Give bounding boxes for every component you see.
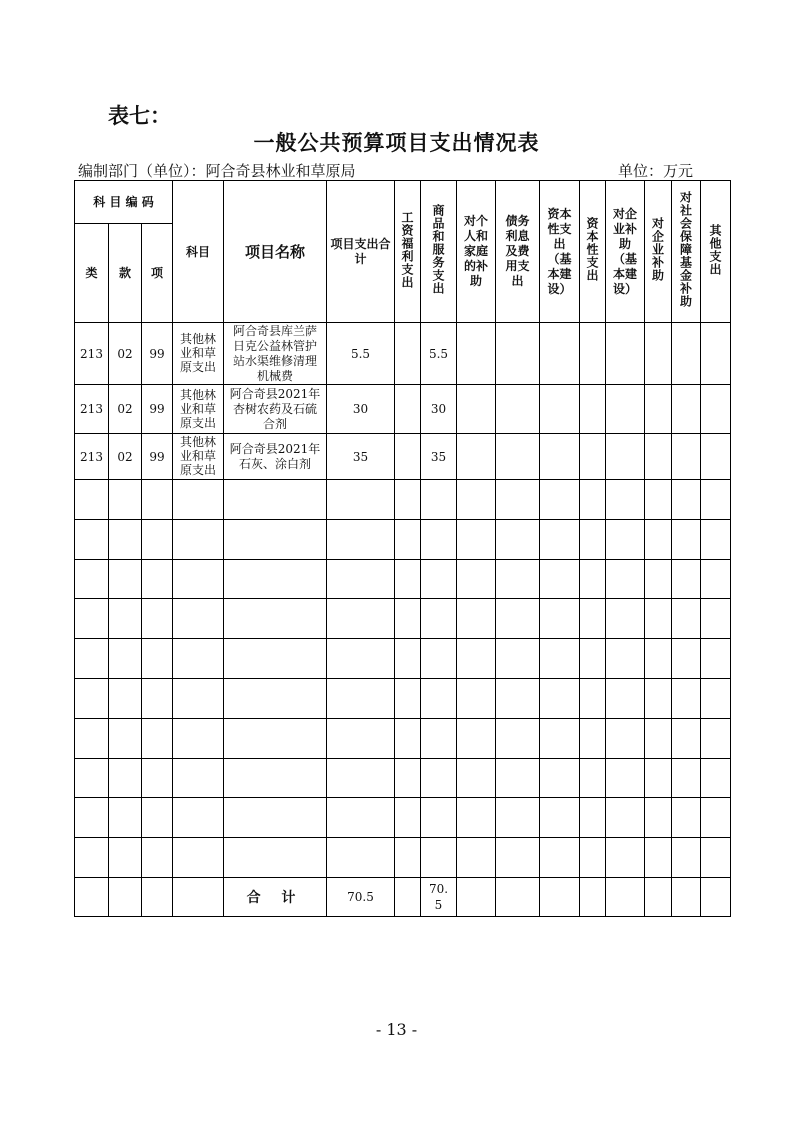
empty-cell (645, 480, 672, 520)
empty-cell (606, 758, 645, 798)
empty-cell (672, 758, 701, 798)
empty-cell (606, 480, 645, 520)
xiang-cell: 99 (142, 323, 173, 385)
total-row (75, 877, 731, 916)
empty-cell (224, 798, 327, 838)
empty-cell (701, 519, 731, 559)
empty-cell (672, 877, 701, 916)
kuan-cell: 02 (109, 323, 142, 385)
empty-cell (421, 519, 457, 559)
empty-cell (701, 838, 731, 878)
empty-cell (672, 838, 701, 878)
empty-cell (75, 559, 109, 599)
empty-cell (701, 877, 731, 916)
empty-cell (580, 758, 606, 798)
empty-cell (173, 599, 224, 639)
empty-cell (540, 385, 580, 434)
project-name-header: 项目名称 (224, 181, 327, 323)
empty-cell (672, 519, 701, 559)
empty-cell (496, 599, 540, 639)
empty-cell (701, 678, 731, 718)
empty-cell (457, 385, 496, 434)
empty-cell (395, 758, 421, 798)
empty-cell (224, 678, 327, 718)
empty-cell (580, 877, 606, 916)
empty-cell (540, 519, 580, 559)
empty-cell (672, 798, 701, 838)
empty-cell (606, 434, 645, 480)
empty-cell (173, 678, 224, 718)
empty-cell (496, 758, 540, 798)
empty-cell (701, 323, 731, 385)
xiang-cell: 99 (142, 385, 173, 434)
empty-cell (109, 798, 142, 838)
empty-cell (224, 639, 327, 679)
empty-cell (395, 639, 421, 679)
empty-cell (496, 718, 540, 758)
lei-header: 类 (75, 224, 109, 323)
empty-cell (496, 678, 540, 718)
total-header: 项目支出合计 (327, 181, 395, 323)
social-security-header: 对社会保障基金补助 (672, 181, 701, 323)
empty-cell (173, 838, 224, 878)
empty-cell (580, 678, 606, 718)
empty-row (75, 798, 731, 838)
empty-cell (672, 385, 701, 434)
empty-cell (142, 758, 173, 798)
empty-row (75, 838, 731, 878)
empty-cell (701, 559, 731, 599)
empty-cell (496, 838, 540, 878)
xiang-header: 项 (142, 224, 173, 323)
empty-cell (224, 758, 327, 798)
empty-cell (75, 798, 109, 838)
total-label: 合 计 (224, 877, 327, 916)
empty-cell (75, 718, 109, 758)
empty-cell (580, 385, 606, 434)
empty-cell (457, 599, 496, 639)
goods-services-header: 商品和服务支出 (421, 181, 457, 323)
empty-cell (457, 639, 496, 679)
empty-cell (173, 758, 224, 798)
goods-cell: 35 (421, 434, 457, 480)
empty-row (75, 718, 731, 758)
empty-cell (109, 718, 142, 758)
empty-cell (457, 877, 496, 916)
kemu-header: 科目 (173, 181, 224, 323)
empty-cell (173, 718, 224, 758)
empty-cell (395, 519, 421, 559)
empty-cell (457, 559, 496, 599)
empty-cell (496, 385, 540, 434)
empty-cell (496, 323, 540, 385)
empty-cell (395, 838, 421, 878)
kuan-cell: 02 (109, 434, 142, 480)
empty-cell (580, 599, 606, 639)
empty-cell (395, 559, 421, 599)
empty-cell (457, 519, 496, 559)
empty-cell (580, 480, 606, 520)
capital-construction-header: 资本性支出（基本建设） (540, 181, 580, 323)
empty-cell (109, 599, 142, 639)
empty-cell (606, 519, 645, 559)
empty-cell (457, 678, 496, 718)
page-title: 一般公共预算项目支出情况表 (253, 130, 540, 155)
empty-cell (672, 323, 701, 385)
empty-cell (327, 599, 395, 639)
kemu-cell: 其他林业和草原支出 (173, 385, 224, 434)
empty-cell (142, 678, 173, 718)
empty-cell (580, 559, 606, 599)
empty-cell (496, 639, 540, 679)
empty-cell (457, 434, 496, 480)
empty-cell (580, 519, 606, 559)
empty-cell (672, 639, 701, 679)
empty-cell (540, 599, 580, 639)
empty-cell (327, 559, 395, 599)
enterprise-subsidy-header: 对企业补助 (645, 181, 672, 323)
lei-cell: 213 (75, 434, 109, 480)
empty-cell (327, 758, 395, 798)
other-expense-header: 其他支出 (701, 181, 731, 323)
project-name-cell: 阿合奇县库兰萨日克公益林管护站水渠维修清理机械费 (224, 323, 327, 385)
capital-header: 资本性支出 (580, 181, 606, 323)
kuan-header: 款 (109, 224, 142, 323)
empty-cell (645, 323, 672, 385)
empty-cell (645, 639, 672, 679)
empty-cell (142, 599, 173, 639)
empty-cell (327, 519, 395, 559)
grand-total-cell: 70.5 (327, 877, 395, 916)
empty-cell (457, 838, 496, 878)
department-label: 编制部门（单位）：阿合奇县林业和草原局 (78, 162, 356, 180)
empty-cell (109, 838, 142, 878)
empty-cell (75, 639, 109, 679)
empty-cell (421, 559, 457, 599)
empty-cell (395, 480, 421, 520)
empty-cell (142, 639, 173, 679)
empty-row (75, 519, 731, 559)
table-number: 表七： (108, 103, 171, 128)
empty-cell (421, 639, 457, 679)
empty-cell (645, 678, 672, 718)
empty-cell (645, 599, 672, 639)
empty-row (75, 480, 731, 520)
empty-cell (496, 480, 540, 520)
empty-cell (327, 718, 395, 758)
empty-cell (645, 559, 672, 599)
empty-cell (540, 718, 580, 758)
unit-label: 单位：万元 (617, 162, 693, 180)
empty-cell (421, 838, 457, 878)
empty-cell (109, 559, 142, 599)
total-cell: 30 (327, 385, 395, 434)
empty-row (75, 678, 731, 718)
empty-cell (645, 385, 672, 434)
empty-cell (606, 639, 645, 679)
empty-cell (224, 838, 327, 878)
code-group-header: 科 目 编 码 (75, 181, 173, 224)
header-row-1 (75, 181, 731, 224)
empty-cell (421, 678, 457, 718)
empty-cell (606, 678, 645, 718)
empty-cell (540, 798, 580, 838)
empty-cell (496, 798, 540, 838)
empty-cell (496, 519, 540, 559)
empty-cell (606, 718, 645, 758)
empty-cell (421, 599, 457, 639)
empty-cell (142, 718, 173, 758)
kemu-cell: 其他林业和草原支出 (173, 434, 224, 480)
empty-cell (142, 877, 173, 916)
goods-cell: 30 (421, 385, 457, 434)
empty-cell (672, 559, 701, 599)
empty-cell (173, 798, 224, 838)
empty-cell (173, 877, 224, 916)
empty-cell (142, 559, 173, 599)
empty-cell (540, 639, 580, 679)
empty-cell (701, 434, 731, 480)
empty-cell (540, 758, 580, 798)
kuan-cell: 02 (109, 385, 142, 434)
individual-subsidy-header: 对个人和家庭的补助 (457, 181, 496, 323)
empty-cell (645, 798, 672, 838)
empty-cell (645, 718, 672, 758)
empty-cell (395, 323, 421, 385)
total-cell: 5.5 (327, 323, 395, 385)
empty-row (75, 639, 731, 679)
empty-cell (109, 639, 142, 679)
empty-cell (109, 480, 142, 520)
empty-cell (580, 798, 606, 838)
empty-cell (142, 480, 173, 520)
empty-cell (395, 798, 421, 838)
empty-cell (580, 718, 606, 758)
empty-cell (395, 434, 421, 480)
empty-cell (395, 718, 421, 758)
lei-cell: 213 (75, 385, 109, 434)
empty-cell (395, 678, 421, 718)
empty-cell (606, 385, 645, 434)
empty-cell (224, 559, 327, 599)
empty-cell (224, 480, 327, 520)
empty-cell (580, 323, 606, 385)
empty-row (75, 758, 731, 798)
empty-cell (701, 480, 731, 520)
empty-cell (496, 434, 540, 480)
project-name-cell: 阿合奇县2021年杏树农药及石硫合剂 (224, 385, 327, 434)
empty-cell (606, 323, 645, 385)
empty-cell (75, 599, 109, 639)
empty-cell (606, 559, 645, 599)
empty-cell (540, 323, 580, 385)
empty-row (75, 559, 731, 599)
empty-cell (606, 798, 645, 838)
empty-cell (75, 678, 109, 718)
project-name-cell: 阿合奇县2021年石灰、涂白剂 (224, 434, 327, 480)
empty-rows (75, 480, 731, 878)
empty-cell (606, 838, 645, 878)
empty-cell (395, 877, 421, 916)
empty-cell (701, 385, 731, 434)
empty-cell (701, 798, 731, 838)
table-row (75, 323, 731, 385)
empty-cell (327, 678, 395, 718)
empty-cell (672, 599, 701, 639)
enterprise-construction-header: 对企业补助（基本建设） (606, 181, 645, 323)
empty-cell (540, 877, 580, 916)
salary-header: 工资福利支出 (395, 181, 421, 323)
empty-cell (395, 599, 421, 639)
empty-cell (142, 838, 173, 878)
empty-cell (457, 480, 496, 520)
empty-cell (496, 559, 540, 599)
empty-cell (457, 323, 496, 385)
empty-cell (224, 599, 327, 639)
empty-cell (606, 599, 645, 639)
empty-cell (75, 519, 109, 559)
empty-cell (395, 385, 421, 434)
table-row (75, 434, 731, 480)
empty-cell (75, 758, 109, 798)
empty-cell (327, 639, 395, 679)
empty-cell (580, 639, 606, 679)
empty-cell (75, 877, 109, 916)
empty-cell (540, 434, 580, 480)
debt-interest-header: 债务利息及费用支出 (496, 181, 540, 323)
empty-cell (645, 519, 672, 559)
empty-cell (224, 519, 327, 559)
empty-cell (327, 838, 395, 878)
empty-cell (540, 678, 580, 718)
empty-cell (421, 480, 457, 520)
empty-cell (645, 434, 672, 480)
empty-cell (701, 718, 731, 758)
empty-cell (540, 480, 580, 520)
empty-cell (701, 599, 731, 639)
xiang-cell: 99 (142, 434, 173, 480)
empty-cell (645, 758, 672, 798)
empty-cell (672, 480, 701, 520)
empty-row (75, 599, 731, 639)
empty-cell (75, 838, 109, 878)
empty-cell (701, 639, 731, 679)
empty-cell (109, 758, 142, 798)
empty-cell (173, 519, 224, 559)
empty-cell (142, 798, 173, 838)
empty-cell (224, 718, 327, 758)
empty-cell (109, 877, 142, 916)
empty-cell (645, 838, 672, 878)
table-row (75, 385, 731, 434)
expenditure-table (74, 180, 731, 917)
empty-cell (580, 838, 606, 878)
empty-cell (109, 678, 142, 718)
empty-cell (645, 877, 672, 916)
empty-cell (421, 758, 457, 798)
empty-cell (496, 877, 540, 916)
empty-cell (672, 678, 701, 718)
empty-cell (457, 758, 496, 798)
empty-cell (421, 718, 457, 758)
empty-cell (606, 877, 645, 916)
page-number: - 13 - (375, 1020, 418, 1039)
empty-cell (540, 559, 580, 599)
empty-cell (142, 519, 173, 559)
empty-cell (540, 838, 580, 878)
kemu-cell: 其他林业和草原支出 (173, 323, 224, 385)
empty-cell (327, 798, 395, 838)
empty-cell (75, 480, 109, 520)
empty-cell (672, 434, 701, 480)
total-cell: 35 (327, 434, 395, 480)
empty-cell (457, 718, 496, 758)
empty-cell (173, 480, 224, 520)
empty-cell (173, 559, 224, 599)
empty-cell (421, 798, 457, 838)
goods-cell: 5.5 (421, 323, 457, 385)
empty-cell (327, 480, 395, 520)
empty-cell (457, 798, 496, 838)
empty-cell (672, 718, 701, 758)
empty-cell (580, 434, 606, 480)
empty-cell (109, 519, 142, 559)
lei-cell: 213 (75, 323, 109, 385)
empty-cell (173, 639, 224, 679)
empty-cell (701, 758, 731, 798)
goods-total-cell: 70.5 (421, 877, 457, 916)
